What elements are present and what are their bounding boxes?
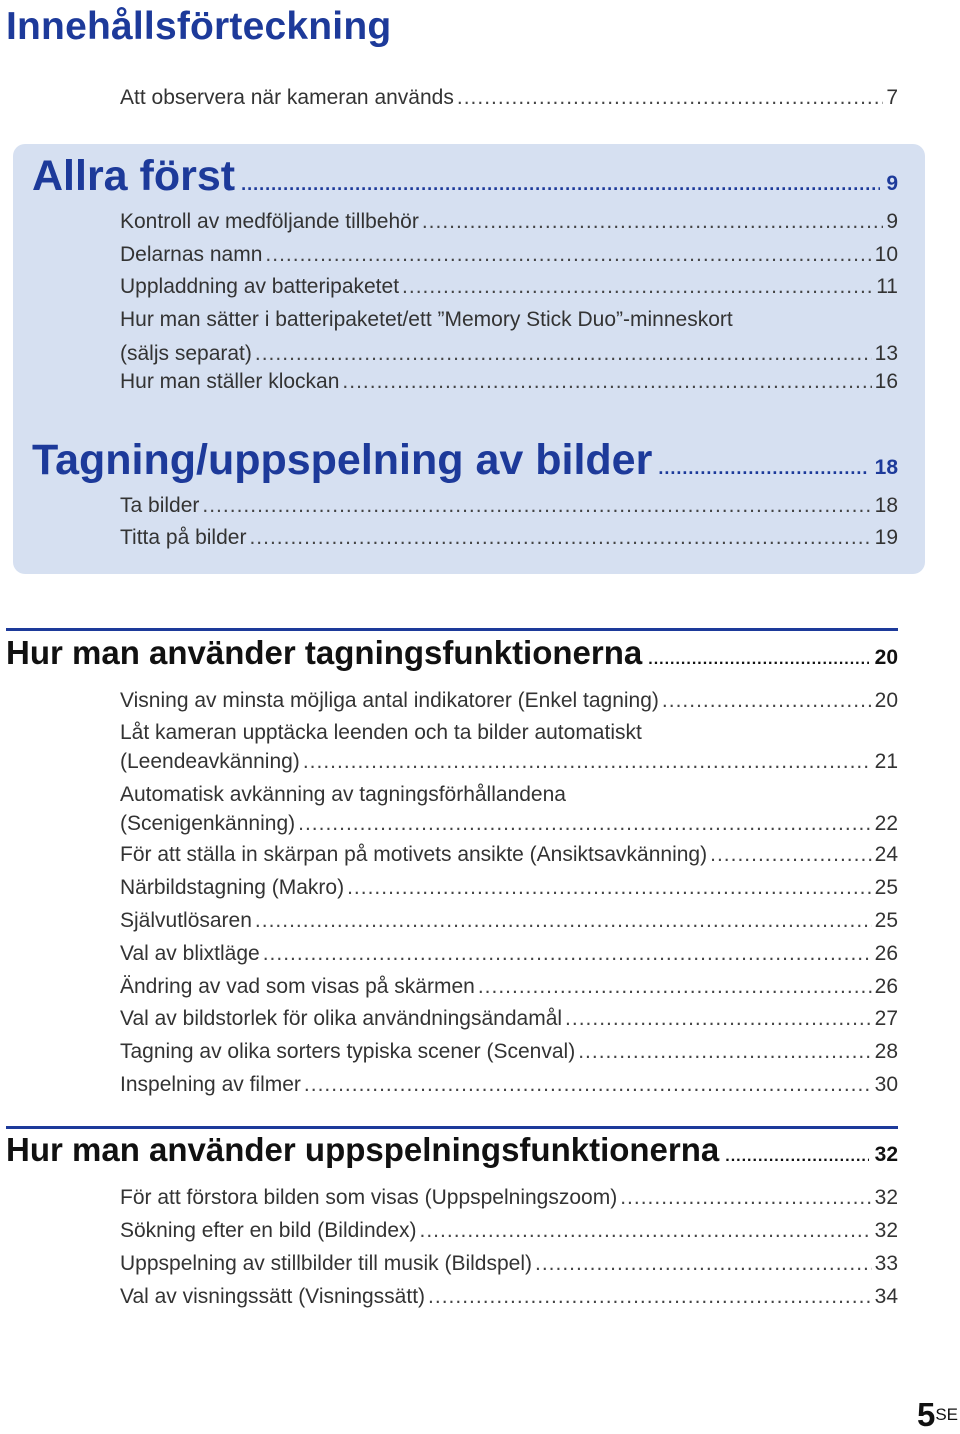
section-heading-allra-forst[interactable] [32, 152, 898, 201]
toc-page-number: 16 [874, 370, 898, 393]
dot-leader [428, 1283, 872, 1311]
toc-entry-title: Sökning efter en bild (Bildindex) [120, 1219, 417, 1242]
dot-leader [422, 208, 883, 236]
toc-entry-title: Hur man ställer klockan [120, 370, 340, 393]
toc-entry[interactable] [120, 492, 898, 520]
dot-leader [420, 1217, 872, 1245]
toc-entry[interactable] [120, 306, 898, 368]
toc-entry-title: Ändring av vad som visas på skärmen [120, 975, 475, 998]
toc-entry-title: Inspelning av filmer [120, 1073, 301, 1096]
section-divider [6, 628, 898, 631]
section-title: Hur man använder tagningsfunktionerna [6, 634, 643, 671]
toc-entry-title: Automatisk avkänning av tagningsförhållandena [120, 783, 566, 806]
dot-leader [658, 458, 868, 479]
toc-entry[interactable] [120, 1005, 898, 1033]
toc-entry-title: För att ställa in skärpan på motivets ansikte (Ansiktsavkänning) [120, 843, 708, 866]
toc-entry-title: Självutlösaren [120, 909, 252, 932]
toc-page-number: 34 [874, 1285, 898, 1308]
dot-leader [535, 1250, 872, 1278]
dot-leader [263, 940, 872, 968]
dot-leader [265, 241, 871, 269]
toc-entry-title: Titta på bilder [120, 526, 247, 549]
toc-entry-title: Val av visningssätt (Visningssätt) [120, 1285, 426, 1308]
page-number-value: 5 [916, 1396, 936, 1433]
toc-entry-title: Visning av minsta möjliga antal indikatorer (Enkel tagning) [120, 689, 659, 712]
toc-entry[interactable] [120, 1217, 898, 1245]
toc-entry-title-cont: (Leendeavkänning) [120, 750, 300, 773]
page-number [917, 1398, 958, 1432]
dot-leader [255, 340, 872, 368]
toc-entry[interactable] [120, 1283, 898, 1311]
toc-entry[interactable] [120, 973, 898, 1001]
dot-leader [303, 748, 872, 776]
toc-page-number: 18 [874, 494, 898, 517]
toc-entry[interactable] [120, 940, 898, 968]
toc-page-number: 30 [874, 1073, 898, 1096]
dot-leader [402, 273, 873, 301]
dot-leader [620, 1184, 871, 1212]
toc-entry[interactable] [120, 874, 898, 902]
toc-page-number: 11 [876, 275, 898, 298]
toc-entry[interactable] [120, 368, 898, 396]
dot-leader [457, 84, 883, 112]
dot-leader [241, 174, 880, 195]
dot-leader [249, 524, 871, 552]
section-title: Hur man använder uppspelningsfunktionerna [6, 1131, 720, 1168]
toc-page-number: 26 [874, 975, 898, 998]
dot-leader [478, 973, 872, 1001]
dot-leader [662, 687, 872, 715]
toc-entry-title: Val av blixtläge [120, 942, 260, 965]
toc-page-number: 32 [874, 1219, 898, 1242]
toc-entry-title: Val av bildstorlek för olika användningsändamål [120, 1007, 563, 1030]
toc-page-number: 7 [886, 86, 898, 109]
dot-leader [202, 492, 871, 520]
toc-entry-title: Delarnas namn [120, 243, 263, 266]
toc-page-number: 26 [874, 942, 898, 965]
dot-leader [648, 651, 868, 669]
dot-leader [725, 1148, 868, 1166]
toc-entry-title: Uppladdning av batteripaketet [120, 275, 400, 298]
section-page-number: 32 [874, 1143, 898, 1166]
toc-page-number: 25 [874, 876, 898, 899]
section-heading-tagning-uppspelning[interactable] [32, 436, 898, 485]
dot-leader [710, 841, 872, 869]
toc-page-number: 32 [874, 1186, 898, 1209]
toc-entry-title: Närbildstagning (Makro) [120, 876, 345, 899]
toc-entry-title: Kontroll av medföljande tillbehör [120, 210, 419, 233]
toc-entry[interactable] [120, 208, 898, 236]
toc-entry[interactable] [120, 524, 898, 552]
toc-page-number: 28 [874, 1040, 898, 1063]
toc-entry[interactable] [120, 1250, 898, 1278]
toc-entry-title-cont: (säljs separat) [120, 342, 252, 365]
dot-leader [304, 1071, 872, 1099]
toc-page-number: 19 [874, 526, 898, 549]
section-page-number: 9 [886, 172, 898, 195]
toc-entry[interactable] [120, 781, 898, 838]
section-title: Allra först [32, 152, 236, 200]
toc-entry[interactable] [120, 1184, 898, 1212]
toc-entry[interactable] [120, 273, 898, 301]
toc-entry[interactable] [120, 719, 898, 776]
toc-entry-title-cont: (Scenigenkänning) [120, 812, 296, 835]
toc-entry-title: Låt kameran upptäcka leenden och ta bilder automatiskt [120, 721, 642, 744]
section-heading-uppspelningsfunktioner[interactable] [6, 1131, 898, 1169]
dot-leader [342, 368, 871, 396]
dot-leader [255, 907, 872, 935]
toc-entry-title: Ta bilder [120, 494, 200, 517]
section-page-number: 18 [874, 456, 898, 479]
section-title: Tagning/uppspelning av bilder [32, 436, 653, 484]
toc-entry-title: Hur man sätter i batteripaketet/ett ”Memory Stick Duo”-minneskort [120, 308, 733, 331]
toc-entry[interactable] [120, 841, 898, 869]
toc-entry-title: För att förstora bilden som visas (Uppspelningszoom) [120, 1186, 618, 1209]
toc-page-number: 9 [886, 210, 898, 233]
toc-entry[interactable] [120, 687, 898, 715]
toc-page-number: 20 [874, 689, 898, 712]
toc-entry-intro[interactable] [120, 84, 898, 112]
toc-page-number: 33 [874, 1252, 898, 1275]
toc-page-number: 21 [874, 750, 898, 773]
toc-page-number: 22 [874, 812, 898, 835]
toc-page-number: 24 [874, 843, 898, 866]
language-code: SE [935, 1405, 958, 1424]
toc-entry-title: Att observera när kameran används [120, 86, 454, 109]
toc-page-number: 25 [874, 909, 898, 932]
page-title: Innehållsförteckning [6, 5, 392, 48]
dot-leader [298, 810, 872, 838]
toc-entry[interactable] [120, 1071, 898, 1099]
dot-leader [565, 1005, 872, 1033]
toc-entry-title: Uppspelning av stillbilder till musik (Bildspel) [120, 1252, 532, 1275]
toc-entry[interactable] [120, 1038, 898, 1066]
toc-entry[interactable] [120, 241, 898, 269]
dot-leader [578, 1038, 871, 1066]
section-page-number: 20 [874, 646, 898, 669]
toc-page-number: 13 [874, 342, 898, 365]
toc-entry[interactable] [120, 907, 898, 935]
toc-page-number: 10 [874, 243, 898, 266]
dot-leader [347, 874, 872, 902]
toc-page-number: 27 [874, 1007, 898, 1030]
toc-entry-title: Tagning av olika sorters typiska scener (Scenval) [120, 1040, 576, 1063]
section-heading-tagningsfunktioner[interactable] [6, 634, 898, 672]
section-divider [6, 1126, 898, 1129]
